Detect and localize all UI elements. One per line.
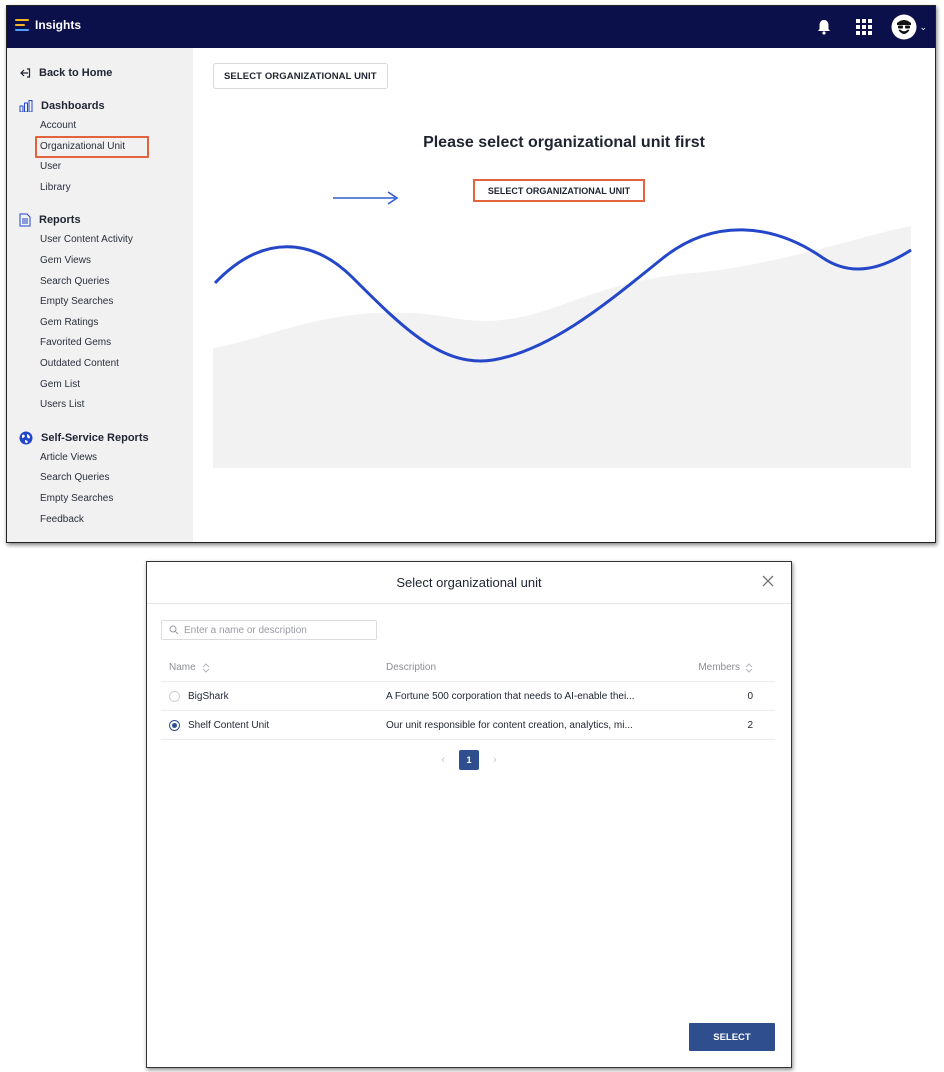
- column-header-description: Description: [386, 662, 437, 673]
- table-row[interactable]: [161, 682, 775, 711]
- sidebar-item-search-queries-self[interactable]: Search Queries: [40, 472, 110, 484]
- chevron-right-icon[interactable]: ›: [493, 754, 497, 766]
- top-navigation-bar: [7, 6, 935, 48]
- select-org-unit-button[interactable]: SELECT ORGANIZATIONAL UNIT: [213, 63, 388, 89]
- sidebar-section-dashboards: [7, 96, 193, 198]
- sidebar-item-gem-ratings[interactable]: Gem Ratings: [40, 316, 99, 328]
- sidebar-item-account[interactable]: Account: [40, 120, 77, 131]
- search-icon: [169, 625, 179, 635]
- column-header-label: Members: [698, 662, 740, 673]
- sidebar-item-user-content-activity[interactable]: User Content Activity: [40, 234, 133, 246]
- sidebar-section-header: [7, 96, 193, 116]
- app-title: Insights: [35, 18, 82, 32]
- sidebar-item-gem-views[interactable]: Gem Views: [40, 254, 91, 266]
- highlight-box: [35, 136, 149, 158]
- pagination: [147, 750, 791, 770]
- row-name: Shelf Content Unit: [188, 719, 270, 731]
- close-icon[interactable]: [759, 572, 777, 590]
- sidebar-section-title: Reports: [39, 214, 81, 227]
- empty-state-select-button[interactable]: SELECT ORGANIZATIONAL UNIT: [473, 179, 645, 202]
- sidebar-section-header: [7, 428, 193, 448]
- sort-icon[interactable]: [202, 663, 210, 673]
- org-unit-table: [161, 654, 775, 740]
- sidebar-item-empty-searches-self[interactable]: Empty Searches: [40, 492, 114, 504]
- select-button[interactable]: SELECT: [689, 1023, 775, 1051]
- row-members: 0: [747, 690, 753, 702]
- sidebar-item-library[interactable]: Library: [40, 181, 71, 193]
- user-menu[interactable]: [891, 14, 927, 40]
- sidebar-item-empty-searches[interactable]: Empty Searches: [40, 296, 114, 308]
- sidebar-item-favorited-gems[interactable]: Favorited Gems: [40, 337, 112, 349]
- search-input[interactable]: [184, 625, 364, 636]
- apps-grid-icon[interactable]: [851, 14, 877, 40]
- table-header: [161, 654, 775, 682]
- modal-header: [147, 562, 791, 604]
- insights-app-window: [6, 5, 936, 543]
- sidebar-item-gem-list[interactable]: Gem List: [40, 378, 81, 390]
- chevron-down-icon[interactable]: ⌄: [919, 21, 927, 32]
- sidebar: [7, 48, 193, 542]
- bar-chart-icon: [19, 100, 33, 112]
- column-header-members[interactable]: [686, 662, 775, 673]
- sidebar-section-reports: [7, 210, 193, 415]
- search-field[interactable]: [161, 620, 377, 640]
- column-header-label: Name: [169, 662, 196, 673]
- back-to-home-link[interactable]: [7, 62, 193, 84]
- column-header-name[interactable]: [161, 662, 386, 673]
- wave-illustration: [213, 218, 913, 468]
- sidebar-item-users-list[interactable]: Users List: [40, 399, 85, 411]
- menu-icon[interactable]: [15, 19, 29, 31]
- row-description: Our unit responsible for content creation, analytics, mi...: [386, 719, 633, 731]
- row-members: 2: [747, 719, 753, 731]
- chevron-left-icon[interactable]: ‹: [441, 754, 445, 766]
- row-description: A Fortune 500 corporation that needs to AI-enable thei...: [386, 690, 635, 702]
- sidebar-item-user[interactable]: User: [40, 161, 62, 173]
- sidebar-item-search-queries[interactable]: Search Queries: [40, 275, 110, 287]
- avatar[interactable]: [891, 14, 917, 40]
- row-name: BigShark: [188, 690, 229, 702]
- sidebar-item-outdated-content[interactable]: Outdated Content: [40, 357, 119, 369]
- modal-title: Select organizational unit: [396, 575, 542, 590]
- sidebar-item-label: Organizational Unit: [40, 140, 126, 152]
- sidebar-section-title: Dashboards: [41, 100, 105, 112]
- pointer-arrow: [333, 188, 403, 212]
- main-content: [193, 48, 935, 542]
- sidebar-item-organizational-unit[interactable]: [7, 137, 193, 158]
- document-icon: [19, 213, 31, 227]
- sort-icon[interactable]: [745, 663, 753, 673]
- globe-icon: [19, 431, 33, 445]
- sidebar-item-feedback[interactable]: Feedback: [40, 513, 84, 525]
- sidebar-section-title: Self-Service Reports: [41, 431, 149, 444]
- sidebar-section-header: [7, 210, 193, 230]
- back-arrow-icon: [19, 67, 31, 79]
- sidebar-section-self-service-reports: [7, 428, 193, 530]
- app-brand[interactable]: [15, 18, 81, 32]
- table-row[interactable]: [161, 711, 775, 740]
- radio-button-selected[interactable]: [169, 720, 180, 731]
- back-to-home-label: Back to Home: [39, 67, 113, 79]
- radio-button[interactable]: [169, 691, 180, 702]
- select-org-unit-modal: [146, 561, 792, 1068]
- page-current[interactable]: 1: [459, 750, 479, 770]
- sidebar-item-article-views[interactable]: Article Views: [40, 451, 98, 463]
- empty-state-title: Please select organizational unit first: [423, 134, 705, 151]
- bell-icon[interactable]: [811, 14, 837, 40]
